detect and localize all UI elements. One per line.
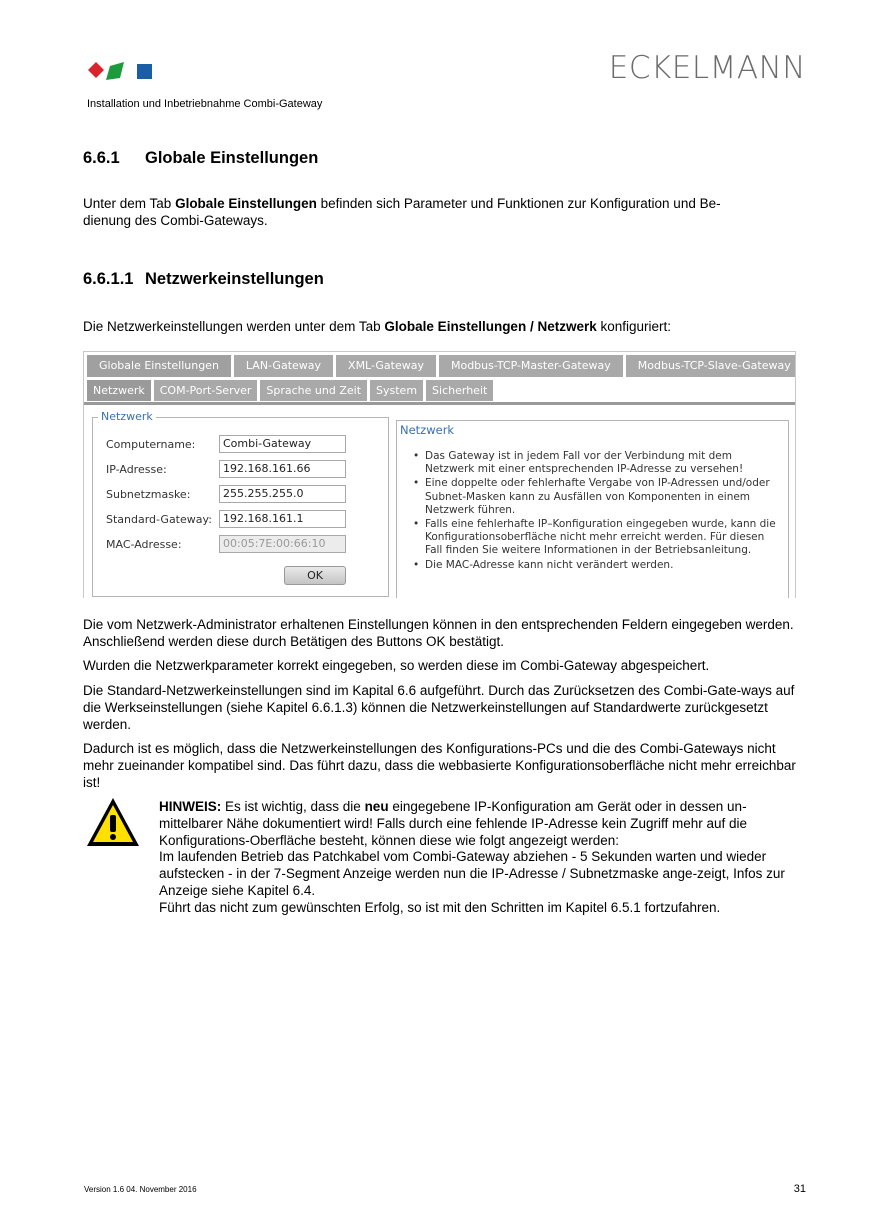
info-list [413, 450, 783, 573]
text-run: konfiguriert: [596, 319, 672, 334]
form-row [106, 510, 346, 528]
bold-run: Globale Einstellungen / Netzwerk [384, 319, 597, 334]
tab-sicherheit[interactable]: Sicherheit [426, 380, 493, 401]
heading-6-6-1-1 [83, 270, 324, 289]
gateway-input[interactable]: 192.168.161.1 [219, 510, 346, 528]
form-row [106, 535, 346, 553]
eckelmann-logo [86, 58, 156, 82]
text-run: befinden sich Parameter und Funktionen zur Konfiguration und Be- [316, 196, 721, 211]
brand-name: ECKELMANN [608, 50, 806, 86]
intro-paragraph-6611 [83, 318, 801, 335]
form-row [106, 435, 346, 453]
hint-line: Im laufenden Betrieb das Patchkabel vom Combi-Gateway abziehen - 5 Sekunden warten und wieder aufstecken - in der 7-Segment Anzeige werden nun die IP-Adresse / Subnetzmaske ange-zeigt, Infos zur Anzeige siehe Kapitel 6.4. [159, 849, 785, 898]
main-tab-bar [87, 355, 796, 377]
page-number: 31 [793, 1183, 806, 1195]
warning-icon [85, 796, 141, 848]
ip-address-input[interactable]: 192.168.161.66 [219, 460, 346, 478]
text-run: dienung des Combi-Gateways. [83, 213, 268, 228]
form-row [106, 460, 346, 478]
gateway-label: Standard-Gateway: [106, 512, 212, 526]
list-item: • Das Gateway ist in jedem Fall vor der Verbindung mit dem Netzwerk mit einer entsprechenden IP-Adresse zu versehen! [413, 450, 783, 476]
computername-input[interactable]: Combi-Gateway [219, 435, 346, 453]
heading-text: Netzwerkeinstellungen [145, 270, 324, 288]
tab-sprache-und-zeit[interactable]: Sprache und Zeit [260, 380, 367, 401]
list-item: • Die MAC-Adresse kann nicht verändert werden. [413, 559, 783, 572]
form-row [106, 485, 346, 503]
tab-lan-gateway[interactable]: LAN-Gateway [234, 355, 333, 377]
network-fieldset [92, 410, 389, 597]
tab-xml-gateway[interactable]: XML-Gateway [336, 355, 436, 377]
text-run: eingegebene IP-Konfiguration am Gerät oder in dessen un-mittelbarer Nähe dokumentiert wird! Falls durch eine fehlende IP-Adresse kein Zugriff mehr auf die Konfigurations-Oberfläche besteht, können diese wie folgt angezeigt werden: [159, 799, 748, 848]
ip-address-label: IP-Adresse: [106, 462, 167, 476]
network-settings-screenshot [83, 351, 796, 598]
subnet-mask-label: Subnetzmaske: [106, 487, 191, 501]
body-paragraph: Wurden die Netzwerkparameter korrekt eingegeben, so werden diese im Combi-Gateway abgespeichert. [83, 658, 710, 673]
hint-label: HINWEIS: [159, 799, 222, 814]
mac-address-label: MAC-Adresse: [106, 537, 182, 551]
list-item: • Falls eine fehlerhafte IP–Konfiguration eingegeben wurde, kann die Konfigurationsoberfläche nicht mehr erreicht werden. Für diesen Fall finden Sie weitere Informationen in der Betriebsanleitung. [413, 518, 783, 558]
text-run: Die Netzwerkeinstellungen werden unter dem Tab [83, 319, 385, 334]
tab-netzwerk[interactable]: Netzwerk [87, 380, 151, 401]
heading-number: 6.6.1.1 [83, 270, 134, 288]
heading-text: Globale Einstellungen [145, 149, 319, 167]
network-info-panel [396, 420, 789, 598]
document-title: Installation und Inbetriebnahme Combi-Gateway [87, 98, 323, 110]
sub-tab-bar [87, 380, 493, 401]
hint-line: Führt das nicht zum gewünschten Erfolg, so ist mit den Schritten im Kapitel 6.5.1 fortzufahren. [159, 899, 721, 915]
text-run: Es ist wichtig, dass die [221, 799, 365, 814]
tab-modbus-tcp-master[interactable]: Modbus-TCP-Master-Gateway [439, 355, 623, 377]
tab-com-port-server[interactable]: COM-Port-Server [154, 380, 258, 401]
mac-address-input: 00:05:7E:00:66:10 [219, 535, 346, 553]
tab-modbus-tcp-slave[interactable]: Modbus-TCP-Slave-Gateway [626, 355, 796, 377]
tab-divider [84, 402, 796, 405]
tab-globale-einstellungen[interactable]: Globale Einstellungen [87, 355, 231, 377]
hint-block [159, 799, 799, 917]
intro-paragraph-661 [83, 195, 801, 229]
list-item: • Eine doppelte oder fehlerhafte Vergabe von IP-Adressen und/oder Subnet-Masken kann zu Ausfällen von Komponenten in einem Netzwerk führen. [413, 477, 783, 517]
bold-run: Globale Einstellungen [175, 196, 317, 211]
body-paragraph: Dadurch ist es möglich, dass die Netzwerkeinstellungen des Konfigurations-PCs und die des Combi-Gateways nicht mehr zueinander kompatibel sind. Das führt dazu, dass die webbasierte Konfigurationsoberfläche nicht mehr erreichbar ist! [83, 741, 796, 790]
heading-6-6-1 [83, 149, 318, 168]
body-paragraph: Die vom Netzwerk-Administrator erhaltenen Einstellungen können in den entsprechenden Feldern eingegeben werden. Anschließend werden diese durch Betätigen des Buttons OK bestätigt. [83, 617, 794, 649]
text-run: Unter dem Tab [83, 196, 176, 211]
fieldset-legend: Netzwerk [98, 410, 156, 423]
footer-version: Version 1.6 04. November 2016 [84, 1185, 197, 1194]
computername-label: Computername: [106, 437, 196, 451]
info-title: Netzwerk [400, 423, 455, 437]
bold-run: neu [364, 799, 389, 814]
ok-button[interactable]: OK [284, 566, 346, 585]
heading-number: 6.6.1 [83, 149, 120, 167]
tab-system[interactable]: System [370, 380, 423, 401]
body-paragraph: Die Standard-Netzwerkeinstellungen sind im Kapital 6.6 aufgeführt. Durch das Zurücksetzen des Combi-Gate-ways auf die Werkseinstellungen (siehe Kapitel 6.6.1.3) können die Netzwerkeinstellungen auf Standardwerte zurückgesetzt werden. [83, 683, 795, 732]
subnet-mask-input[interactable]: 255.255.255.0 [219, 485, 346, 503]
